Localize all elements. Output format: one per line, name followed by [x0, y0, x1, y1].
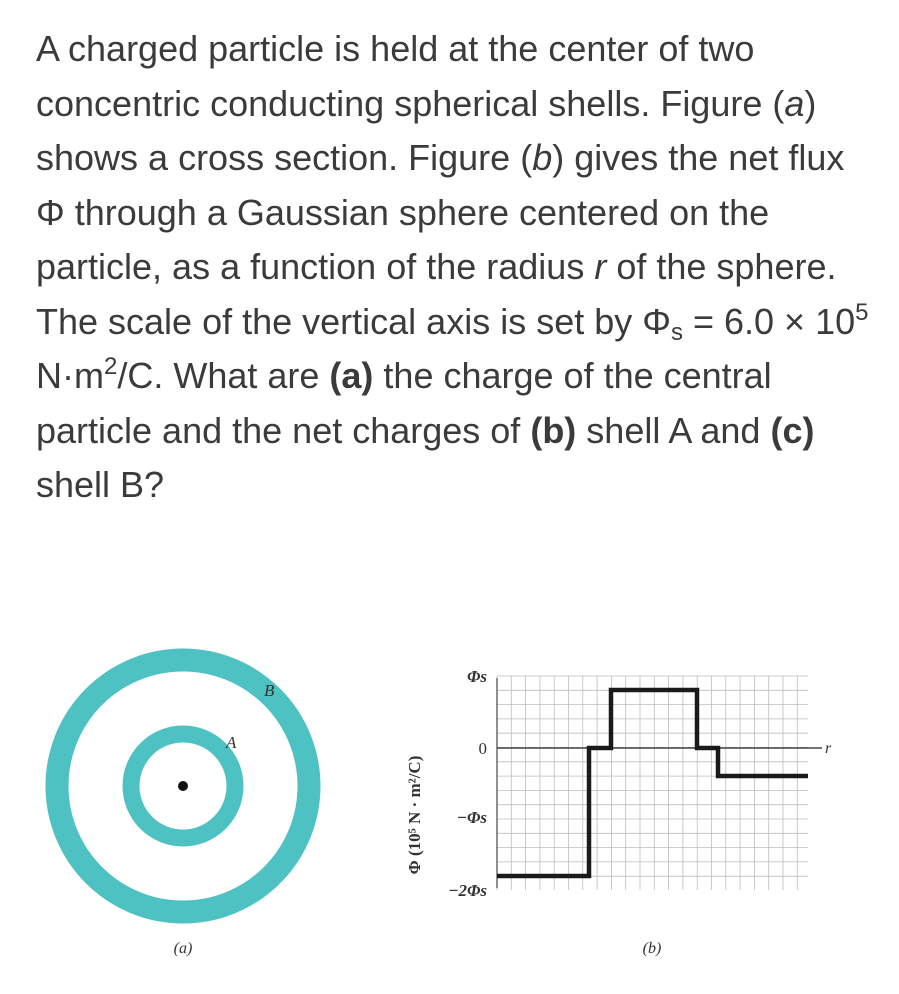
problem-text-3: of the sphere. The scale of the vertical axis is set by Φ — [36, 246, 837, 342]
shell-b-label: B — [264, 681, 275, 700]
question-c-text: shell B? — [36, 464, 165, 505]
question-lead: What are — [163, 355, 330, 396]
figure-b — [405, 667, 832, 957]
problem-text-2: ) gives the net flux Φ through a Gaussian sphere centered on the particle, as a function of the radius — [36, 137, 845, 287]
r-axis-label: r — [825, 740, 832, 757]
ytick-zero: 0 — [478, 739, 487, 758]
plot-grid — [497, 676, 808, 890]
ytick-neg-2phi-s: −2Φs — [448, 881, 487, 900]
question-a-tag: (a) — [329, 355, 374, 396]
flux-axis-label: Φ (10⁵ N · m²/C) — [405, 755, 424, 875]
figure-a-ref: a — [784, 82, 805, 124]
figure-a-caption: (a) — [173, 940, 193, 957]
question-b-tag: (b) — [530, 409, 577, 451]
problem-text — [36, 22, 876, 513]
scale-unit: N·m — [36, 355, 104, 396]
problem-paragraph — [36, 22, 876, 513]
unit-end: /C. — [117, 355, 164, 396]
ytick-phi-s: Φs — [466, 667, 487, 686]
figures — [0, 640, 899, 989]
central-particle — [178, 781, 188, 791]
figure-b-caption: (b) — [642, 940, 662, 957]
ytick-neg-phi-s: −Φs — [456, 808, 487, 827]
flux-curve — [497, 690, 808, 876]
question-a-text: the charge of the central particle and the net charges of — [36, 355, 772, 451]
radius-variable: r — [594, 246, 607, 287]
question-c-tag: (c) — [770, 409, 815, 451]
unit-exponent: 2 — [103, 353, 118, 380]
question-b-text: shell A and — [576, 409, 771, 451]
figures-svg — [0, 640, 899, 989]
scale-value: = 6.0 × 10 — [682, 300, 856, 342]
scale-exponent: 5 — [855, 298, 869, 326]
problem-text-1: ) shows a cross section. Figure ( — [36, 82, 817, 178]
figure-a — [57, 660, 309, 957]
problem-intro: A charged particle is held at the center of two concentric conducting spherical shells. Figure ( — [36, 28, 785, 124]
phi-subscript: s — [670, 318, 683, 346]
figure-b-ref: b — [532, 137, 553, 178]
shell-a-label: A — [226, 733, 237, 752]
